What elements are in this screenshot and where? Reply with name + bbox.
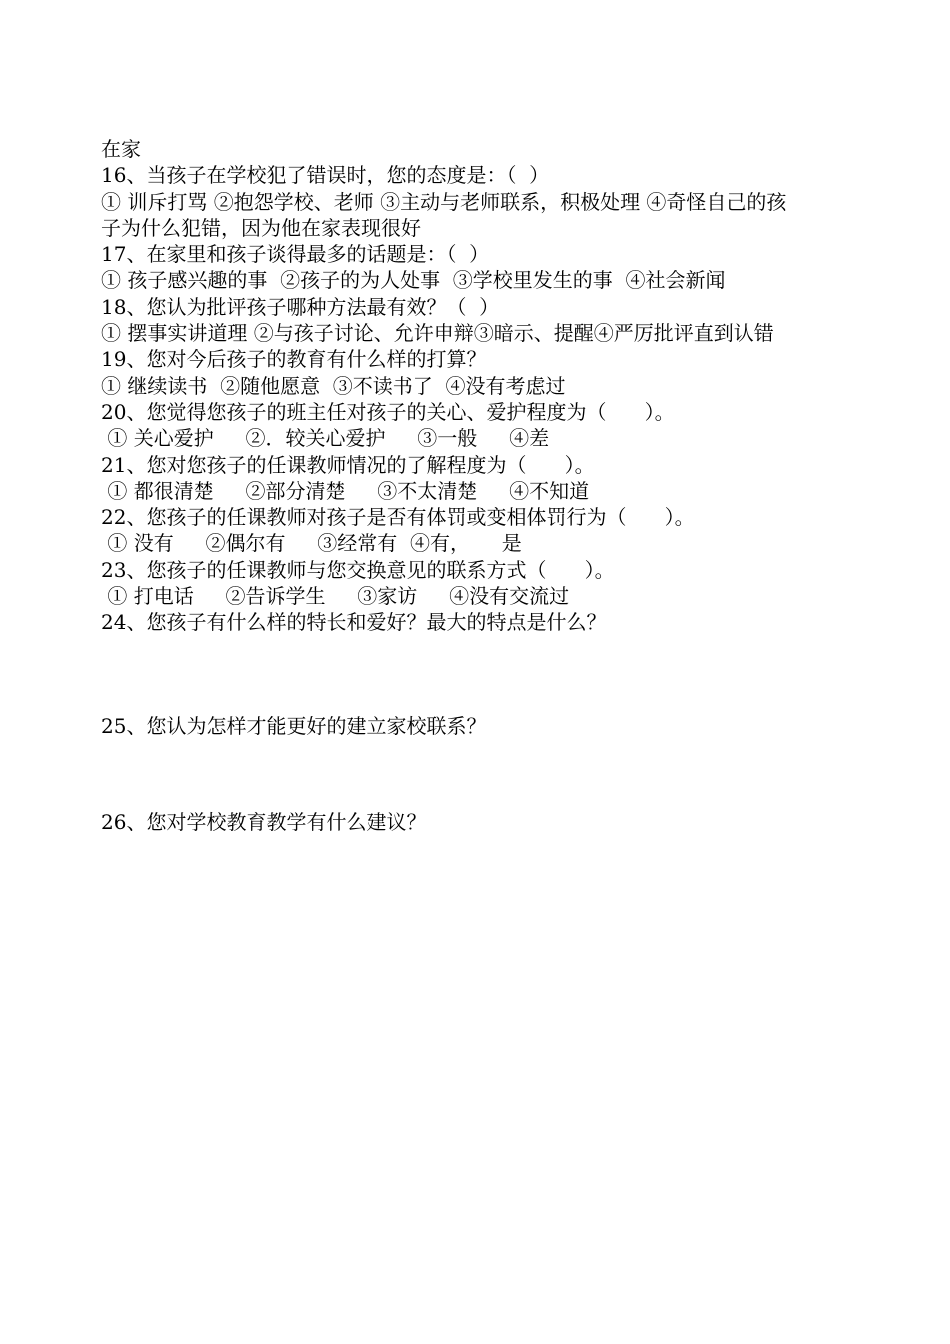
question-21: 21、您对您孩子的任课教师情况的了解程度为（ ）。 — [101, 452, 595, 477]
question-16-options-cont: 子为什么犯错，因为他在家表现很好 — [101, 215, 421, 240]
question-17-options: ① 孩子感兴趣的事 ②孩子的为人处事 ③学校里发生的事 ④社会新闻 — [101, 268, 726, 293]
question-26: 26、您对学校教育教学有什么建议？ — [101, 809, 427, 834]
question-21-options: ① 都很清楚 ②部分清楚 ③不太清楚 ④不知道 — [101, 478, 590, 503]
question-16: 16、当孩子在学校犯了错误时，您的态度是：（ ） — [101, 163, 550, 188]
question-24: 24、您孩子有什么样的特长和爱好？最大的特点是什么？ — [101, 610, 607, 635]
question-23-options: ① 打电话 ②告诉学生 ③家访 ④没有交流过 — [101, 584, 570, 609]
question-22: 22、您孩子的任课教师对孩子是否有体罚或变相体罚行为（ ）。 — [101, 505, 695, 530]
question-19: 19、您对今后孩子的教育有什么样的打算？ — [101, 347, 487, 372]
question-20: 20、您觉得您孩子的班主任对孩子的关心、爱护程度为（ ）。 — [101, 399, 675, 424]
question-23: 23、您孩子的任课教师与您交换意见的联系方式（ ）。 — [101, 557, 615, 582]
question-17: 17、在家里和孩子谈得最多的话题是：（ ） — [101, 242, 490, 267]
question-19-options: ① 继续读书 ②随他愿意 ③不读书了 ④没有考虑过 — [101, 373, 566, 398]
question-22-options: ① 没有 ②偶尔有 ③经常有 ④有， 是 — [101, 531, 522, 556]
answer-space-25 — [101, 739, 861, 809]
text-line-home: 在家 — [101, 137, 141, 161]
question-18-options: ① 摆事实讲道理 ②与孩子讨论、允许申辩③暗示、提醒④严厉批评直到认错 — [101, 321, 774, 346]
document-page — [101, 136, 861, 835]
answer-space-24 — [101, 636, 861, 713]
question-16-options: ① 训斥打骂 ②抱怨学校、老师 ③主动与老师联系，积极处理 ④奇怪自己的孩 — [101, 189, 787, 214]
question-25: 25、您认为怎样才能更好的建立家校联系？ — [101, 713, 487, 738]
question-20-options: ① 关心爱护 ②．较关心爱护 ③一般 ④差 — [101, 426, 550, 451]
question-18: 18、您认为批评孩子哪种方法最有效？（ ） — [101, 294, 500, 319]
